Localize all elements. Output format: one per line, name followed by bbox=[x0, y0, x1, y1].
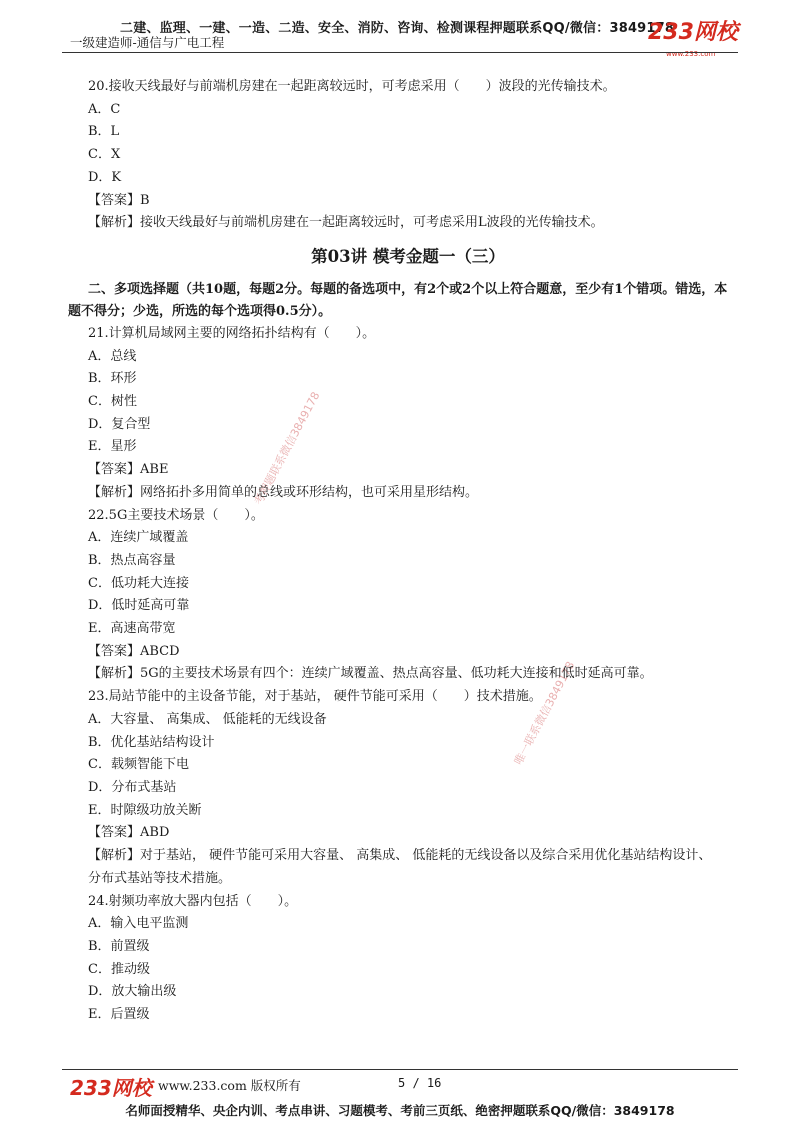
option: C．载频智能下电 bbox=[88, 757, 189, 773]
option: C．树性 bbox=[88, 394, 137, 410]
footer-promo: 名师面授精华、央企内训、考点串讲、习题模考、考前三页纸、绝密押题联系QQ/微信：3849178 bbox=[125, 1103, 675, 1118]
option: B．优化基站结构设计 bbox=[88, 734, 215, 750]
watermark: 唯一联系微信3849178 bbox=[511, 659, 578, 768]
header-divider bbox=[62, 52, 738, 53]
option: D．分布式基站 bbox=[88, 779, 177, 795]
document-body bbox=[68, 76, 728, 1027]
answer: 【答案】ABD bbox=[88, 825, 170, 841]
option: B．L bbox=[88, 124, 120, 140]
analysis: 【解析】5G的主要技术场景有四个：连续广域覆盖、热点高容量、低功耗大连接和低时延高可靠。 bbox=[88, 666, 653, 682]
option: A．大容量、 高集成、 低能耗的无线设备 bbox=[88, 711, 327, 727]
option: D．复合型 bbox=[88, 416, 151, 432]
option: D．低时延高可靠 bbox=[88, 598, 190, 614]
brand-logo bbox=[648, 20, 738, 58]
question-20 bbox=[88, 76, 728, 235]
option: E．后置级 bbox=[88, 1007, 150, 1023]
brand-logo-text: 233网校 bbox=[648, 20, 738, 45]
question-stem: 24.射频功率放大器内包括（ ）。 bbox=[88, 893, 298, 909]
footer-logo: 233网校 bbox=[70, 1076, 152, 1100]
section-heading: 第03讲 模考金题一（三） bbox=[311, 246, 505, 266]
answer: 【答案】B bbox=[88, 192, 150, 208]
question-stem: 21.计算机局域网主要的网络拓扑结构有（ ）。 bbox=[88, 325, 376, 341]
option: E．星形 bbox=[88, 439, 137, 455]
option: B．热点高容量 bbox=[88, 552, 176, 568]
question-24 bbox=[88, 891, 728, 1027]
question-21 bbox=[88, 323, 728, 505]
question-22 bbox=[88, 505, 728, 687]
option: E．高速高带宽 bbox=[88, 621, 176, 637]
analysis: 【解析】对于基站， 硬件节能可采用大容量、 高集成、 低能耗的无线设备以及综合采用优化基站结构设计、 分布式基站等技术措施。 bbox=[88, 848, 712, 886]
brand-logo-site: www.233.com bbox=[666, 50, 716, 58]
header-promo: 二建、监理、一建、一造、二造、安全、消防、咨询、检测课程押题联系QQ/微信：3849178 bbox=[120, 21, 675, 36]
analysis: 【解析】接收天线最好与前端机房建在一起距离较远时，可考虑采用L波段的光传输技术。 bbox=[88, 215, 604, 231]
option: B．环形 bbox=[88, 371, 137, 387]
question-23 bbox=[88, 686, 728, 890]
footer-divider bbox=[62, 1069, 738, 1070]
answer: 【答案】ABE bbox=[88, 462, 169, 478]
page-number: 5 / 16 bbox=[398, 1076, 442, 1090]
option: C．低功耗大连接 bbox=[88, 575, 189, 591]
footer-copyright: www.233.com 版权所有 bbox=[158, 1078, 301, 1093]
option: A．总线 bbox=[88, 348, 137, 364]
option: C．X bbox=[88, 147, 121, 163]
option: B．前置级 bbox=[88, 938, 150, 954]
watermark: 考押题联系微信3849178 bbox=[251, 389, 323, 508]
option: A．输入电平监测 bbox=[88, 916, 189, 932]
question-stem: 23.局站节能中的主设备节能，对于基站， 硬件节能可采用（ ）技术措施。 bbox=[88, 689, 542, 705]
option: A．C bbox=[88, 101, 121, 117]
answer: 【答案】ABCD bbox=[88, 643, 180, 659]
option: C．推动级 bbox=[88, 961, 150, 977]
analysis: 【解析】网络拓扑多用简单的总线或环形结构，也可采用星形结构。 bbox=[88, 484, 479, 500]
option: A．连续广域覆盖 bbox=[88, 530, 189, 546]
option: E．时隙级功放关断 bbox=[88, 802, 202, 818]
option: D．K bbox=[88, 169, 122, 185]
question-stem: 20.接收天线最好与前端机房建在一起距离较远时，可考虑采用（ ）波段的光传输技术。 bbox=[88, 79, 616, 94]
question-stem: 22.5G主要技术场景（ ）。 bbox=[88, 507, 264, 523]
header-subject: 一级建造师-通信与广电工程 bbox=[70, 35, 225, 50]
section-intro: 二、多项选择题（共10题，每题2分。每题的备选项中，有2个或2个以上符合题意，至少有1个错项。错选，本题不得分；少选，所选的每个选项得0.5分）。 bbox=[68, 281, 728, 319]
option: D．放大输出级 bbox=[88, 984, 177, 1000]
